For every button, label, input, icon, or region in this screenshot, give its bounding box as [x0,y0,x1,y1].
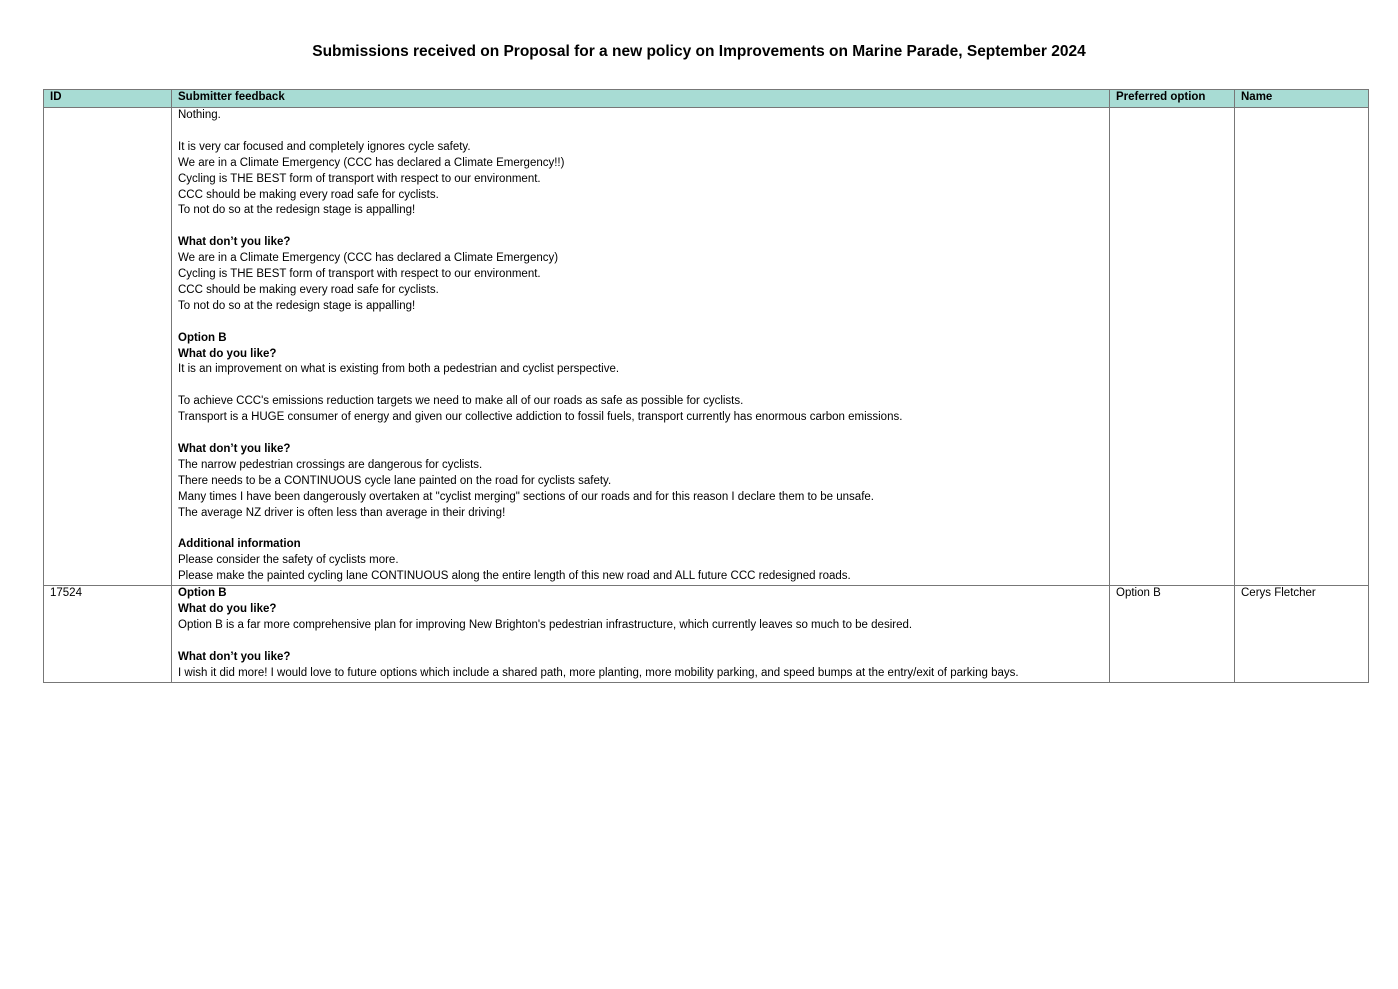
feedback-blank-line [178,124,1103,140]
header-id: ID [44,90,172,108]
feedback-heading: What do you like? [178,347,277,360]
feedback-line: Cycling is THE BEST form of transport with respect to our environment. [178,172,541,185]
header-name: Name [1235,90,1369,108]
feedback-line: Cycling is THE BEST form of transport with respect to our environment. [178,268,541,281]
feedback-line: Many times I have been dangerously overtaken at "cyclist merging" sections of our roads and for this reason I declare them to be unsafe. [178,490,874,503]
feedback-heading: What don’t you like? [178,650,291,663]
feedback-line: Nothing. [178,109,221,121]
feedback-line: We are in a Climate Emergency (CCC has declared a Climate Emergency) [178,252,559,265]
feedback-line: Please make the painted cycling lane CONTINUOUS along the entire length of this new road and ALL future CCC redesigned roads. [178,570,851,583]
feedback-blank-line [178,315,1103,331]
feedback-blank-line [178,219,1103,235]
feedback-line: To not do so at the redesign stage is appalling! [178,299,416,312]
feedback-line: CCC should be making every road safe for cyclists. [178,188,439,201]
header-feedback: Submitter feedback [172,90,1110,108]
feedback-line: Option B is a far more comprehensive plan for improving New Brighton's pedestrian infrastructure, which currently leaves so much to be desired. [178,618,913,631]
feedback-line: There needs to be a CONTINUOUS cycle lane painted on the road for cyclists safety. [178,474,612,487]
feedback-line: CCC should be making every road safe for cyclists. [178,283,439,296]
feedback-line: We are in a Climate Emergency (CCC has declared a Climate Emergency!!) [178,156,565,169]
feedback-line: The narrow pedestrian crossings are dangerous for cyclists. [178,458,483,471]
feedback-blank-line [178,426,1103,442]
feedback-line: To achieve CCC's emissions reduction targets we need to make all of our roads as safe as possible for cyclists. [178,395,744,408]
preferred-option [1110,108,1235,586]
feedback-blank-line [178,378,1103,394]
feedback-line: I wish it did more! I would love to future options which include a shared path, more planting, more mobility parking, and speed bumps at the entry/exit of parking bays. [178,666,1019,679]
feedback-heading: What don’t you like? [178,442,291,455]
feedback-heading: Additional information [178,538,301,551]
submitter-feedback [172,108,1110,586]
submitter-name [1235,108,1369,586]
feedback-heading: Option B [178,331,227,344]
feedback-line: It is an improvement on what is existing from both a pedestrian and cyclist perspective. [178,363,620,376]
feedback-blank-line [178,634,1103,650]
feedback-line: To not do so at the redesign stage is appalling! [178,204,416,217]
preferred-option: Option B [1110,586,1235,682]
table-header-row [44,90,1369,108]
submitter-feedback [172,586,1110,682]
feedback-line: It is very car focused and completely ignores cycle safety. [178,140,471,153]
feedback-line: Transport is a HUGE consumer of energy and given our collective addiction to fossil fuels, transport currently has enormous carbon emissions. [178,411,903,424]
table-body [44,108,1369,683]
submissions-table [43,89,1369,683]
table-row [44,108,1369,586]
table-row [44,586,1369,682]
feedback-line: Please consider the safety of cyclists more. [178,554,399,567]
feedback-heading: What don’t you like? [178,236,291,249]
submission-id: 17524 [44,586,172,682]
feedback-blank-line [178,521,1103,537]
feedback-line: The average NZ driver is often less than average in their driving! [178,506,506,519]
document-title: Submissions received on Proposal for a new policy on Improvements on Marine Parade, September 2024 [312,43,1086,60]
header-preferred-option: Preferred option [1110,90,1235,108]
feedback-heading: What do you like? [178,603,277,615]
submitter-name: Cerys Fletcher [1235,586,1369,682]
submission-id [44,108,172,586]
feedback-heading: Option B [178,587,227,600]
